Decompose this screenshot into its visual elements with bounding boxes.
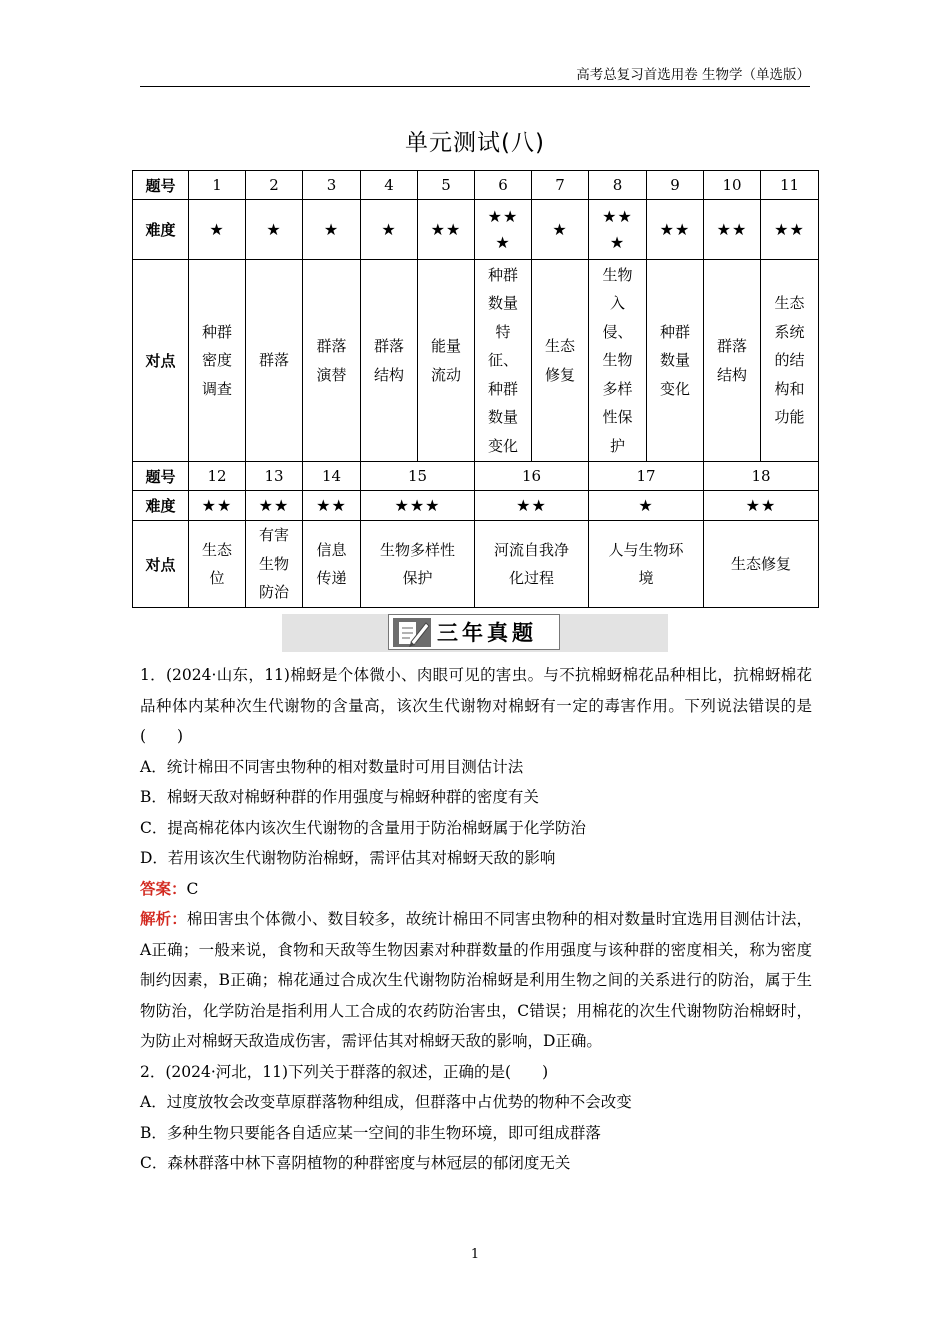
question-number: 2: [246, 171, 303, 200]
question-number: 18: [704, 462, 819, 491]
difficulty-stars: ★★: [246, 491, 303, 521]
topic-cell: 生物 入 侵、 生物 多样 性保 护: [589, 260, 647, 462]
topic-cell: 生态 位: [189, 521, 246, 608]
table2-difficulty-row: [133, 491, 819, 521]
topic-cell: 群落 结构: [361, 260, 418, 462]
question-number: 5: [418, 171, 475, 200]
topic-cell: 人与生物环 境: [589, 521, 704, 608]
difficulty-stars: ★★: [189, 491, 246, 521]
topic-cell: 河流自我净 化过程: [475, 521, 589, 608]
table1-difficulty-row: [133, 200, 819, 260]
row-label-number: 题号: [133, 462, 189, 491]
section-banner-box: [388, 614, 560, 650]
topic-cell: 种群 数量 变化: [647, 260, 704, 462]
difficulty-stars: [475, 200, 532, 260]
difficulty-stars: ★★: [475, 491, 589, 521]
difficulty-table-1: [132, 170, 819, 462]
question-2-option-b: B．多种生物只要能各自适应某一空间的非生物环境，即可组成群落: [140, 1123, 601, 1142]
row-label-topic: 对点: [133, 521, 189, 608]
question-2-option-c: C．森林群落中林下喜阴植物的种群密度与林冠层的郁闭度无关: [140, 1154, 571, 1172]
topic-cell: 生物多样性 保护: [361, 521, 475, 608]
topic-cell: 群落 结构: [704, 260, 761, 462]
table1-topic-row: [133, 260, 819, 462]
answer-value: C: [186, 879, 199, 898]
question-1-option-b: B．棉蚜天敌对棉蚜种群的作用强度与棉蚜种群的密度有关: [140, 788, 539, 806]
question-2-option-a: A．过度放牧会改变草原群落物种组成，但群落中占优势的物种不会改变: [140, 1093, 632, 1111]
topic-cell: 群落 演替: [303, 260, 361, 462]
topic-cell: 有害 生物 防治: [246, 521, 303, 608]
question-number: 13: [246, 462, 303, 491]
section-banner: [282, 614, 668, 652]
question-number: 17: [589, 462, 704, 491]
difficulty-stars: ★★: [418, 200, 475, 260]
difficulty-stars: ★★: [647, 200, 704, 260]
difficulty-stars: ★★: [303, 491, 361, 521]
analysis-label: 解析：: [140, 910, 187, 928]
question-number: 15: [361, 462, 475, 491]
question-1-stem: 1．(2024·山东，11)棉蚜是个体微小、肉眼可见的害虫。与不抗棉蚜棉花品种相比，抗棉蚜棉花品种体内某种次生代谢物的含量高，该次生代谢物对棉蚜有一定的毒害作用。下列说法错误的是( ): [140, 666, 812, 745]
section-banner-title: 三年真题: [437, 621, 537, 645]
difficulty-stars: ★: [532, 200, 589, 260]
page-header: 高考总复习首选用卷 生物学（单选版）: [140, 64, 810, 87]
topic-cell: 种群 数量 特 征、 种群 数量 变化: [475, 260, 532, 462]
question-1-answer: [140, 874, 812, 905]
topic-cell: 生态 修复: [532, 260, 589, 462]
topic-cell: 种群 密度 调查: [189, 260, 246, 462]
question-number: 9: [647, 171, 704, 200]
difficulty-stars: ★★: [704, 491, 819, 521]
question-1-option-c: C．提高棉花体内该次生代谢物的含量用于防治棉蚜属于化学防治: [140, 818, 586, 837]
analysis-text: 棉田害虫个体微小、数目较多，故统计棉田不同害虫物种的相对数量时宜选用目测估计法，A正确；一般来说，食物和天敌等生物因素对种群数量的作用强度与该种群的密度相关，称为密度制约因素，B正确；棉花通过合成次生代谢物防治棉蚜是利用生物之间的关系进行的防治，属于生物防治，化学防治是指利用人工合成的农药防治害虫，C错误；用棉花的次生代谢物防治棉蚜时，为防止对棉蚜天敌造成伤害，需评估其对棉蚜天敌的影响，D正确。: [140, 910, 812, 1050]
row-label-difficulty: 难度: [133, 200, 189, 260]
row-label-topic: 对点: [133, 260, 189, 462]
answer-label: 答案：: [140, 879, 187, 898]
question-number: 8: [589, 171, 647, 200]
question-number: 3: [303, 171, 361, 200]
difficulty-stars: ★: [361, 200, 418, 260]
question-1-analysis: [140, 904, 812, 1057]
question-number: 6: [475, 171, 532, 200]
question-1-option-a: A．统计棉田不同害虫物种的相对数量时可用目测估计法: [140, 757, 524, 776]
row-label-difficulty: 难度: [133, 491, 189, 521]
difficulty-stars: ★★★: [361, 491, 475, 521]
page-title: 单元测试(八): [405, 130, 545, 156]
question-1-option-d: D．若用该次生代谢物防治棉蚜，需评估其对棉蚜天敌的影响: [140, 849, 556, 867]
question-number: 12: [189, 462, 246, 491]
difficulty-stars: ★★: [761, 200, 819, 260]
difficulty-stars: ★: [303, 200, 361, 260]
table2-number-row: [133, 462, 819, 491]
difficulty-stars: ★★: [704, 200, 761, 260]
topic-cell: 生态 系统 的结 构和 功能: [761, 260, 819, 462]
difficulty-table-2: [132, 461, 819, 608]
pencil-icon: [391, 616, 433, 649]
page-number: 1: [470, 1247, 480, 1262]
question-2-stem: 2．(2024·河北，11)下列关于群落的叙述，正确的是( ): [140, 1062, 549, 1081]
table2-topic-row: [133, 521, 819, 608]
question-number: 7: [532, 171, 589, 200]
question-content: [140, 660, 812, 1179]
difficulty-stars: [589, 200, 647, 260]
topic-cell: 信息 传递: [303, 521, 361, 608]
question-number: 11: [761, 171, 819, 200]
difficulty-stars-text: ★★★: [487, 206, 519, 252]
table1-number-row: [133, 171, 819, 200]
difficulty-stars-text: ★★★: [602, 206, 633, 252]
question-number: 14: [303, 462, 361, 491]
topic-cell: 生态修复: [704, 521, 819, 608]
question-number: 10: [704, 171, 761, 200]
topic-cell: 能量 流动: [418, 260, 475, 462]
difficulty-stars: ★: [189, 200, 246, 260]
topic-cell: 群落: [246, 260, 303, 462]
difficulty-stars: ★: [246, 200, 303, 260]
difficulty-stars: ★: [589, 491, 704, 521]
question-number: 4: [361, 171, 418, 200]
question-number: 16: [475, 462, 589, 491]
row-label-number: 题号: [133, 171, 189, 200]
question-number: 1: [189, 171, 246, 200]
